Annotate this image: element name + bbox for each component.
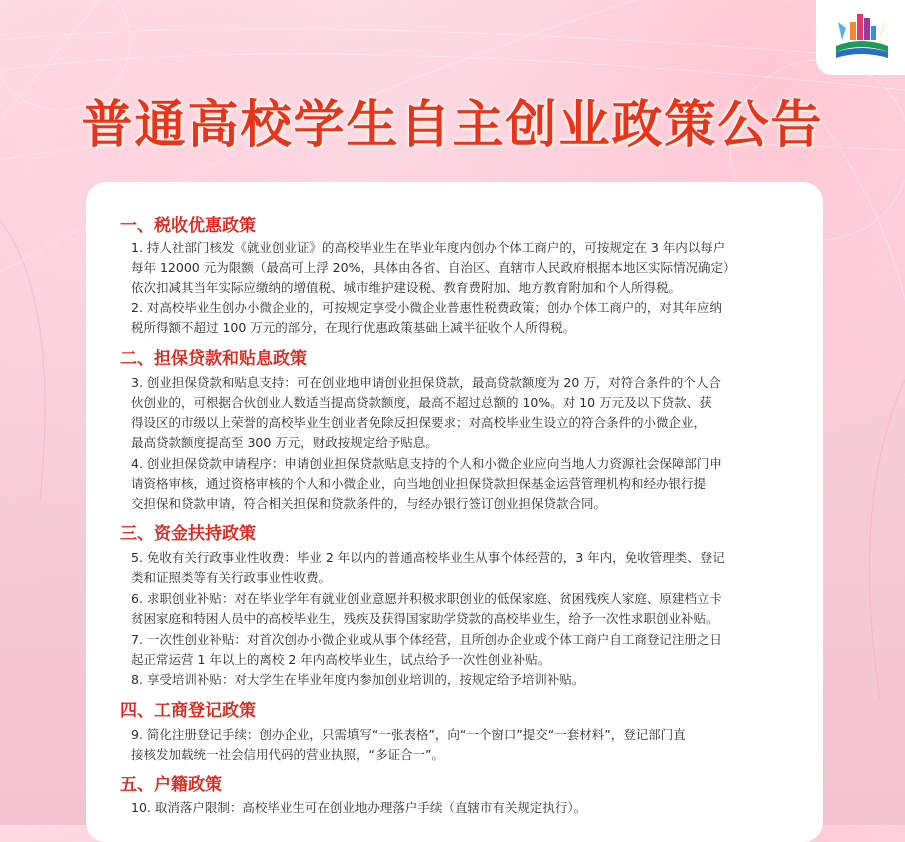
- city-buildings-logo-icon: [816, 0, 905, 75]
- item-line: 贫困家庭和特困人员中的高校毕业生，残疾及获得国家助学贷款的高校毕业生，给予一次性求职创业补贴。: [131, 611, 719, 626]
- page-title: 普通高校学生自主创业政策公告: [81, 96, 824, 155]
- item-line: 接核发加载统一社会信用代码的营业执照，“多证合一”。: [131, 747, 444, 762]
- item-line: 得设区的市级以上荣誉的高校毕业生创业者免除反担保要求；对高校毕业生设立的符合条件的小微企业，: [131, 415, 707, 430]
- item-line: 4. 创业担保贷款申请程序：申请创业担保贷款贴息支持的个人和小微企业应向当地人力资源社会保障部门申: [131, 456, 722, 471]
- item-line: 6. 求职创业补贴：对在毕业学年有就业创业意愿并积极求职创业的低保家庭、贫困残疾人家庭、原建档立卡: [131, 591, 722, 606]
- item-line: 10. 取消落户限制：高校毕业生可在创业地办理落户手续（直辖市有关规定执行）。: [131, 800, 587, 815]
- item-line: 类和证照类等有关行政事业性收费。: [131, 570, 332, 585]
- item-line: 起正常运营 1 年以上的离校 2 年内高校毕业生，试点给予一次性创业补贴。: [131, 652, 551, 667]
- item-line: 8. 享受培训补贴：对大学生在毕业年度内参加创业培训的，按规定给予培训补贴。: [131, 672, 585, 687]
- item-line: 交担保和贷款申请，符合相关担保和贷款条件的，与经办银行签订创业担保贷款合同。: [131, 496, 607, 511]
- item-line: 最高贷款额度提高至 300 万元，财政按规定给予贴息。: [131, 435, 438, 450]
- section-heading-loan: 二、担保贷款和贴息政策: [120, 349, 307, 369]
- policy-item: [131, 238, 793, 298]
- item-line: 2. 对高校毕业生创办小微企业的，可按规定享受小微企业普惠性税费政策；创办个体工商户的，对其年应纳: [131, 300, 722, 315]
- policy-item: [131, 589, 793, 629]
- section-heading-registration: 四、工商登记政策: [120, 701, 256, 721]
- item-line: 1. 持人社部门核发《就业创业证》的高校毕业生在毕业年度内创办个体工商户的，可按规定在 3 年内以每户: [131, 240, 726, 255]
- policy-item: [131, 548, 793, 588]
- item-line: 9. 简化注册登记手续：创办企业，只需填写“一张表格”，向“一个窗口”提交“一套材料”，登记部门直: [131, 727, 686, 742]
- item-line: 依次扣减其当年实际应缴纳的增值税、城市维护建设税、教育费附加、地方教育附加和个人所得税。: [131, 280, 682, 295]
- logo: [816, 0, 905, 75]
- item-line: 每年 12000 元为限额（最高可上浮 20%，具体由各省、自治区、直辖市人民政府根据本地区实际情况确定）: [131, 260, 736, 275]
- policy-item: [131, 798, 793, 818]
- policy-item: [131, 373, 793, 453]
- item-line: 请资格审核，通过资格审核的个人和小微企业，向当地创业担保贷款担保基金运营管理机构和经办银行提: [131, 476, 707, 491]
- policy-item: [131, 454, 793, 514]
- section-heading-household: 五、户籍政策: [120, 775, 222, 795]
- policy-item: [131, 725, 793, 765]
- policy-item: [131, 630, 793, 670]
- item-line: 7. 一次性创业补贴：对首次创办小微企业或从事个体经营，且所创办企业或个体工商户自工商登记注册之日: [131, 632, 722, 647]
- section-heading-tax: 一、税收优惠政策: [120, 216, 256, 236]
- section-heading-funding: 三、资金扶持政策: [120, 524, 256, 544]
- item-line: 税所得额不超过 100 万元的部分，在现行优惠政策基础上减半征收个人所得税。: [131, 320, 576, 335]
- policy-item: [131, 670, 793, 690]
- policy-item: [131, 298, 793, 338]
- item-line: 5. 免收有关行政事业性收费：毕业 2 年以内的普通高校毕业生从事个体经营的，3 年内，免收管理类、登记: [131, 550, 725, 565]
- item-line: 3. 创业担保贷款和贴息支持：可在创业地申请创业担保贷款，最高贷款额度为 20 万，对符合条件的个人合: [131, 375, 721, 390]
- item-line: 伙创业的，可根据合伙创业人数适当提高贷款额度，最高不超过总额的 10%。对 10 万元及以下贷款、获: [131, 395, 712, 410]
